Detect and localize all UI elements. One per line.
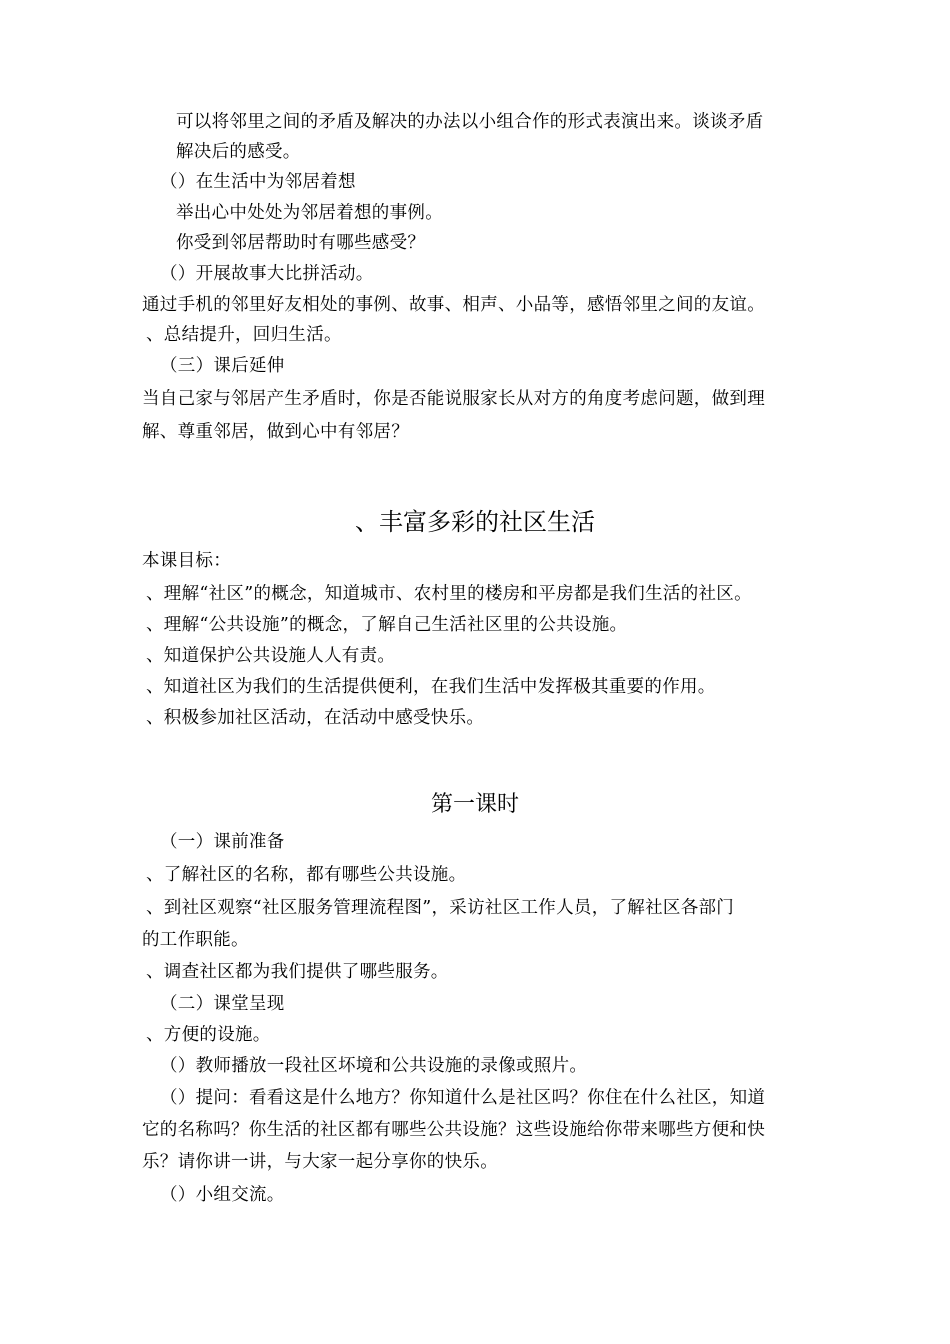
subsection-heading: （三）课后延伸 — [160, 356, 285, 376]
paragraph-line: 举出心中处处为邻居着想的事例。 — [176, 203, 443, 223]
list-item: 、到社区观察“社区服务管理流程图”，采访社区工作人员，了解社区各部门 — [146, 898, 735, 918]
paragraph-line: 解决后的感受。 — [176, 142, 301, 162]
paragraph-line: 的工作职能。 — [142, 930, 249, 950]
period-title: 第一课时 — [430, 792, 519, 817]
goal-item: 、知道社区为我们的生活提供便利，在我们生活中发挥极其重要的作用。 — [146, 677, 716, 697]
paragraph-line: 通过手机的邻里好友相处的事例、故事、相声、小品等，感悟邻里之间的友谊。 — [142, 295, 765, 315]
goal-item: 、积极参加社区活动，在活动中感受快乐。 — [146, 708, 485, 728]
paragraph-line: 可以将邻里之间的矛盾及解决的办法以小组合作的形式表演出来。谈谈矛盾 — [176, 112, 764, 132]
goal-item: 、知道保护公共设施人人有责。 — [146, 646, 396, 666]
paragraph-line: 它的名称吗？你生活的社区都有哪些公共设施？这些设施给你带来哪些方便和快 — [142, 1120, 765, 1140]
paragraph-line: 你受到邻居帮助时有哪些感受？ — [176, 233, 426, 253]
list-item: （）教师播放一段社区坏境和公共设施的录像或照片。 — [160, 1056, 588, 1076]
subsection-heading: （）在生活中为邻居着想 — [160, 172, 356, 192]
paragraph-line: 当自己家与邻居产生矛盾时，你是否能说服家长从对方的角度考虑问题，做到理 — [142, 389, 765, 409]
subsection-heading: （）开展故事大比拼活动。 — [160, 264, 374, 284]
goal-item: 、理解“公共设施”的概念，了解自己生活社区里的公共设施。 — [146, 615, 628, 635]
lesson-title: 、丰富多彩的社区生活 — [355, 508, 595, 536]
list-item: 、了解社区的名称，都有哪些公共设施。 — [146, 865, 467, 885]
goal-item: 、理解“社区”的概念，知道城市、农村里的楼房和平房都是我们生活的社区。 — [146, 584, 752, 604]
subsection-heading: （二）课堂呈现 — [160, 994, 285, 1014]
paragraph-line: 解、尊重邻居，做到心中有邻居？ — [142, 422, 409, 442]
goals-label: 本课目标： — [142, 551, 231, 571]
paragraph-line: 乐？请你讲一讲，与大家一起分享你的快乐。 — [142, 1152, 498, 1172]
list-item: 、调查社区都为我们提供了哪些服务。 — [146, 962, 449, 982]
list-item: （）小组交流。 — [160, 1185, 285, 1205]
subsection-heading: （一）课前准备 — [160, 832, 285, 852]
list-item: （）提问：看看这是什么地方？你知道什么是社区吗？你住在什么社区，知道 — [160, 1088, 766, 1108]
list-item: 、方便的设施。 — [146, 1025, 271, 1045]
list-item: 、总结提升，回归生活。 — [146, 325, 342, 345]
